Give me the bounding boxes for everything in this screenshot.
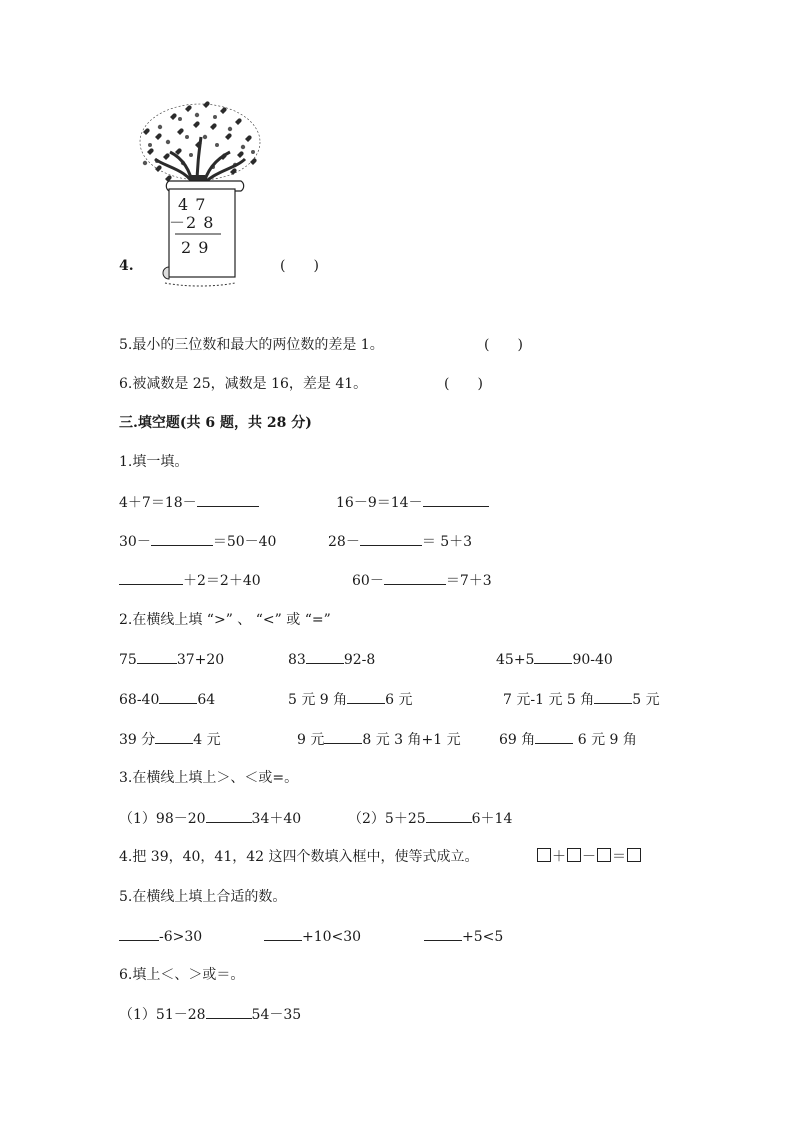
f1-row1-b <box>336 493 489 512</box>
f4-equation <box>536 848 642 866</box>
f5-c <box>424 927 503 946</box>
answer-blank[interactable] <box>594 690 632 704</box>
f2-a2 <box>288 650 375 669</box>
f3-p1 <box>119 809 301 828</box>
answer-blank[interactable] <box>159 690 197 704</box>
f2-c1-post: 4 元 <box>193 732 221 748</box>
answer-blank[interactable] <box>206 809 252 823</box>
f2-c3-pre: 69 角 <box>499 732 536 748</box>
answer-box[interactable] <box>537 848 551 862</box>
f5-a <box>119 927 202 946</box>
f6-p1-pre: （1）51－28 <box>119 1007 206 1023</box>
answer-blank[interactable] <box>264 927 302 941</box>
f6-p1 <box>119 1005 301 1024</box>
f1-row3-b <box>352 571 492 590</box>
answer-blank[interactable] <box>324 730 362 744</box>
answer-blank[interactable] <box>384 571 446 585</box>
f1-row2-a <box>119 532 276 551</box>
scroll-minuend: 4 7 <box>178 195 207 214</box>
f1-r2a-post: ＝50－40 <box>212 534 277 550</box>
q6-answer-paren[interactable]: ( ) <box>444 376 483 392</box>
answer-blank[interactable] <box>360 532 422 546</box>
f1-r3b-pre: 60－ <box>352 573 384 589</box>
answer-blank[interactable] <box>347 690 385 704</box>
f1-r2a-pre: 30－ <box>119 534 151 550</box>
answer-blank[interactable] <box>119 571 183 585</box>
f2-c2-post: 8 元 3 角+1 元 <box>362 732 461 748</box>
f2-b3-pre: 7 元-1 元 5 角 <box>503 692 595 708</box>
f1-r2b-post: ＝ 5＋3 <box>421 534 473 550</box>
f1-r1a-text: 4＋7＝18－ <box>119 495 197 511</box>
f3-p1-pre: （1）98－20 <box>119 811 206 827</box>
f2-a3-pre: 45+5 <box>496 652 535 668</box>
answer-blank[interactable] <box>206 1005 252 1019</box>
f2-a3-post: 90-40 <box>572 652 613 668</box>
f3-p2 <box>348 809 512 828</box>
f2-c1 <box>119 730 221 749</box>
f5-a-post: -6>30 <box>159 929 203 945</box>
f2-c2-pre: 9 元 <box>297 732 325 748</box>
answer-blank[interactable] <box>535 730 573 744</box>
answer-box[interactable] <box>597 848 611 862</box>
f4-text: 4.把 39，40，41，42 这四个数填入框中，使等式成立。 <box>119 849 479 865</box>
answer-blank[interactable] <box>137 650 177 664</box>
f4-op-minus: － <box>582 849 596 865</box>
f2-b1 <box>119 690 215 709</box>
q4-number: 4. <box>119 258 134 274</box>
f1-r3a-post: ＋2＝2＋40 <box>183 573 261 589</box>
f1-r1b-text: 16－9＝14－ <box>336 495 423 511</box>
f2-c2 <box>297 730 461 749</box>
answer-blank[interactable] <box>426 809 472 823</box>
f2-b1-pre: 68-40 <box>119 692 160 708</box>
answer-blank[interactable] <box>423 493 489 507</box>
f2-a1 <box>119 650 224 669</box>
f2-c1-pre: 39 分 <box>119 732 156 748</box>
f5-c-post: +5<5 <box>462 929 504 945</box>
answer-blank[interactable] <box>306 650 344 664</box>
answer-box[interactable] <box>567 848 581 862</box>
answer-blank[interactable] <box>155 730 193 744</box>
f2-a3 <box>496 650 613 669</box>
f6-p1-post: 54－35 <box>251 1007 302 1023</box>
f5-b <box>264 927 361 946</box>
q6-text: 6.被减数是 25，减数是 16，差是 41。 <box>119 376 368 392</box>
f2-a2-post: 92-8 <box>343 652 376 668</box>
f2-a1-post: 37+20 <box>176 652 225 668</box>
f2-c3-post: 6 元 9 角 <box>573 732 637 748</box>
f2-b2 <box>288 690 413 709</box>
answer-blank[interactable] <box>151 532 213 546</box>
f1-r3b-post: ＝7＋3 <box>445 573 492 589</box>
tree-scroll-illustration <box>135 97 265 289</box>
scroll-subtrahend: －2 8 <box>169 213 215 232</box>
f4-op-equals: ＝ <box>612 849 626 865</box>
answer-box[interactable] <box>627 848 641 862</box>
f3-p2-pre: （2）5＋25 <box>348 811 426 827</box>
answer-blank[interactable] <box>534 650 572 664</box>
q4-answer-paren[interactable]: ( ) <box>280 258 319 274</box>
f3-p1-post: 34＋40 <box>251 811 302 827</box>
f2-title: 2.在横线上填 “>” 、 “<” 或 “=” <box>119 612 331 628</box>
f5-b-post: +10<30 <box>302 929 362 945</box>
f3-title: 3.在横线上填上＞、＜或=。 <box>119 770 299 786</box>
answer-blank[interactable] <box>119 927 159 941</box>
f2-a2-pre: 83 <box>288 652 306 668</box>
f5-title: 5.在横线上填上合适的数。 <box>119 889 287 905</box>
f1-row1-a <box>119 493 259 512</box>
answer-blank[interactable] <box>424 927 462 941</box>
q5-text: 5.最小的三位数和最大的两位数的差是 1。 <box>119 337 384 353</box>
f6-title: 6.填上＜、＞或＝。 <box>119 967 245 983</box>
scroll-result: 2 9 <box>181 238 210 257</box>
f1-title: 1.填一填。 <box>119 454 189 470</box>
f2-b3 <box>503 690 660 709</box>
f2-b2-post: 6 元 <box>385 692 413 708</box>
f1-r2b-pre: 28－ <box>328 534 360 550</box>
f3-p2-post: 6＋14 <box>471 811 513 827</box>
f2-a1-pre: 75 <box>119 652 137 668</box>
f2-b2-pre: 5 元 9 角 <box>288 692 348 708</box>
answer-blank[interactable] <box>197 493 259 507</box>
f1-row2-b <box>328 532 472 551</box>
f2-b1-post: 64 <box>197 692 216 708</box>
f2-c3 <box>499 730 637 749</box>
f2-b3-post: 5 元 <box>632 692 660 708</box>
f4-op-plus: ＋ <box>552 849 566 865</box>
q5-answer-paren[interactable]: ( ) <box>484 337 523 353</box>
f1-row3-a <box>119 571 261 590</box>
section-title: 三.填空题(共 6 题，共 28 分) <box>119 415 312 431</box>
